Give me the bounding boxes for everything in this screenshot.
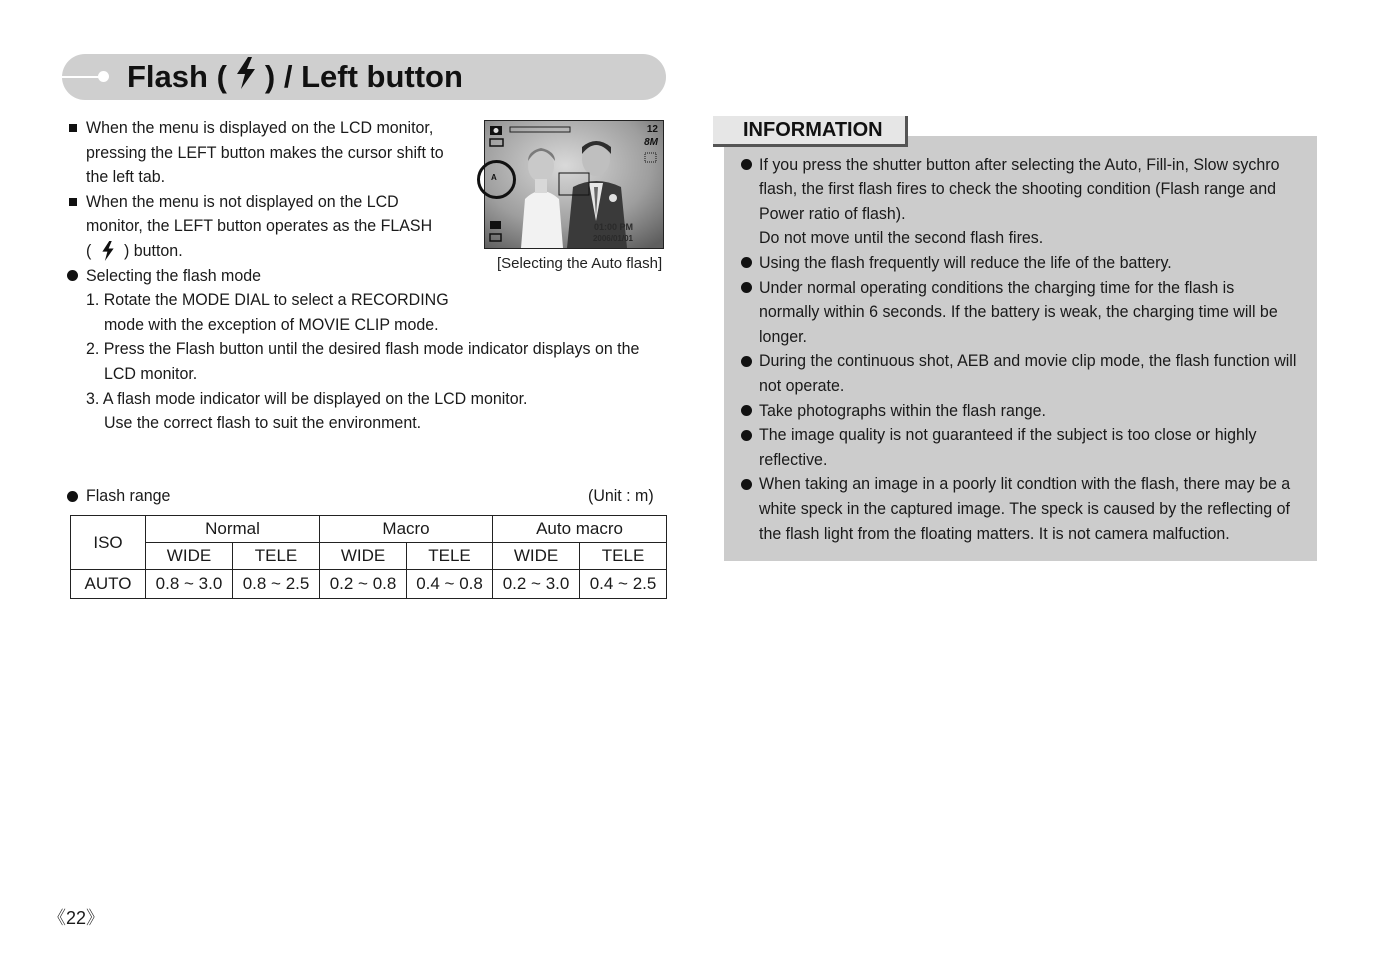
round-bullet-icon [67,270,78,281]
round-bullet-icon [741,356,752,367]
page-title [127,58,463,96]
table-subheader: TELE [580,543,667,570]
information-item-line: not operate. [759,375,845,395]
table-subheader: WIDE [146,543,233,570]
information-heading: INFORMATION [743,119,883,141]
bullet-text-2-open-paren: ( [86,241,92,260]
square-bullet-icon [69,124,77,132]
information-item-line: longer. [759,326,807,346]
information-item-line: The image quality is not guaranteed if the subject is too close or highly [759,425,1257,445]
step-2-line-2: LCD monitor. [104,364,198,383]
step-2-line-1: 2. Press the Flash button until the desired flash mode indicator displays on the [86,339,640,359]
flash-range-unit: (Unit : m) [588,486,654,505]
step-1-line-2: mode with the exception of MOVIE CLIP mode. [104,314,439,334]
table-header-group: Normal [146,516,320,543]
round-bullet-icon [741,159,752,170]
lcd-size-indicator: 8M [644,137,658,148]
table-header-iso: ISO [71,516,146,570]
table-subheader: WIDE [493,543,580,570]
flash-indicator-highlight-circle [477,160,516,199]
bullet-text-2-close: ) button. [124,241,183,260]
round-bullet-icon [67,491,78,502]
bullet-text-1-line-2: pressing the LEFT button makes the cursor shift to [86,142,444,162]
page-title-start: Flash ( [127,59,227,94]
table-row [71,570,667,599]
table-cell: 0.8 ~ 2.5 [233,570,320,599]
round-bullet-icon [741,282,752,293]
information-item-line: white speck in the captured image. The speck is caused by the reflecting of [759,498,1290,518]
flash-range-label: Flash range [86,486,171,505]
flash-bolt-icon [101,241,115,266]
table-cell: 0.4 ~ 2.5 [580,570,667,599]
table-subheader: WIDE [320,543,407,570]
information-item-line: During the continuous shot, AEB and movie clip mode, the flash function will [759,351,1297,371]
table-subheader: TELE [233,543,320,570]
page-title-end: ) / Left button [264,59,463,94]
lcd-date: 2006/01/01 [592,234,633,243]
round-bullet-icon [741,405,752,416]
information-item-line: Power ratio of flash). [759,203,906,223]
step-1-line-1: 1. Rotate the MODE DIAL to select a RECORDING [86,290,449,310]
lcd-flash-mode: A [491,173,497,182]
table-cell: 0.8 ~ 3.0 [146,570,233,599]
selecting-flash-heading: Selecting the flash mode [86,265,262,285]
lcd-shots-remaining: 12 [646,124,658,135]
information-item-line: Under normal operating conditions the charging time for the flash is [759,277,1235,297]
information-item-line: the flash light from the floating matters. It is not camera malfuction. [759,523,1230,543]
information-item-line: When taking an image in a poorly lit condtion with the flash, there may be a [759,474,1291,494]
table-cell: 0.2 ~ 0.8 [320,570,407,599]
table-header-row [71,516,667,543]
lcd-time: 01:00 PM [593,222,633,232]
table-subheader-row [71,543,667,570]
bullet-text-2-line-2: monitor, the LEFT button operates as the FLASH [86,216,433,236]
table-header-group: Macro [320,516,493,543]
table-cell: 0.4 ~ 0.8 [407,570,493,599]
information-item-line: flash, the first flash fires to check the shooting condition (Flash range and [759,179,1276,199]
lcd-caption: [Selecting the Auto flash] [497,255,663,272]
information-item-line: normally within 6 seconds. If the battery is weak, the charging time will be [759,302,1278,322]
round-bullet-icon [741,430,752,441]
flash-bolt-icon [235,57,257,98]
bullet-text-2-line-1: When the menu is not displayed on the LCD [86,191,399,211]
bullet-text-1-line-3: the left tab. [86,167,166,187]
table-subheader: TELE [407,543,493,570]
information-item-line: reflective. [759,449,828,469]
information-item-line: If you press the shutter button after selecting the Auto, Fill-in, Slow sychro [759,154,1280,174]
step-3-line-1: 3. A flash mode indicator will be displayed on the LCD monitor. [86,388,528,408]
information-item-line: Take photographs within the flash range. [759,400,1046,420]
square-bullet-icon [69,198,77,206]
page-number: 《22》 [48,908,105,928]
table-cell: 0.2 ~ 3.0 [493,570,580,599]
table-header-group: Auto macro [493,516,667,543]
round-bullet-icon [741,479,752,490]
table-row-label: AUTO [71,570,146,599]
information-item-line: Using the flash frequently will reduce the life of the battery. [759,252,1172,272]
flash-range-table [70,515,667,599]
step-3-line-2: Use the correct flash to suit the environment. [104,413,422,433]
title-decoration-dot [98,71,109,82]
bullet-text-1-line-1: When the menu is displayed on the LCD monitor, [86,118,434,137]
information-item-line: Do not move until the second flash fires. [759,228,1044,248]
